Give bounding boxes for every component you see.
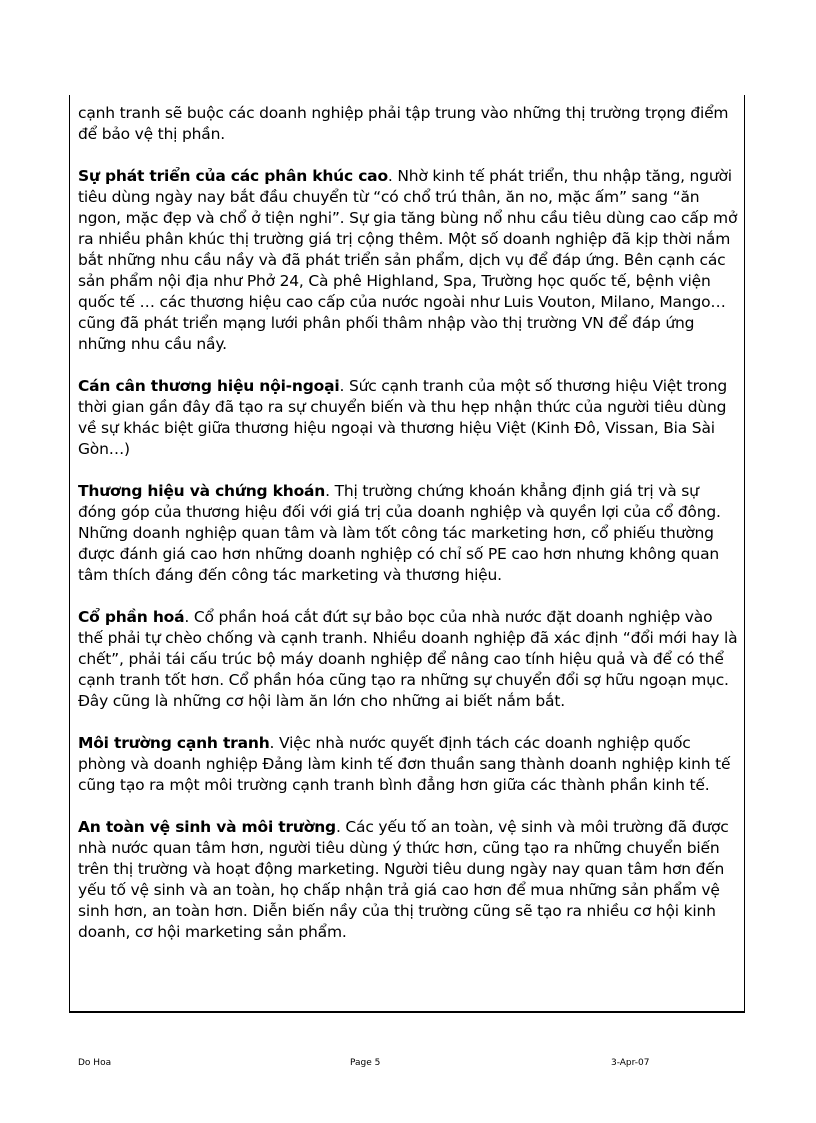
paragraph-text: . Sức cạnh tranh của một số thương hiệu Việt trong thời gian gần đây đã tạo ra sự chuyển biến và thu hẹp nhận thức của người tiêu dùng về sự khác biệt giữa thương hiệu ngoại và thương hiệu Việt (Kinh Đô, Vissan, Bia Sài Gòn…) (78, 377, 727, 458)
document-body (78, 103, 740, 964)
footer-page-number: Page 5 (350, 1058, 381, 1068)
paragraph (78, 817, 740, 943)
paragraph-text: cạnh tranh sẽ buộc các doanh nghiệp phải tập trung vào những thị trường trọng điểm để bảo vệ thị phần. (78, 104, 729, 143)
paragraph-text: . Cổ phần hoá cắt đứt sự bảo bọc của nhà nước đặt doanh nghiệp vào thế phải tự chèo chống và cạnh tranh. Nhiều doanh nghiệp đã xác định “đổi mới hay là chết”, phải tái cấu trúc bộ máy doanh nghiệp để nâng cao tính hiệu quả và để có thể cạnh tranh tốt hơn. Cổ phần hóa cũng tạo ra những sự chuyển đổi sợ hữu ngoạn mục. Đây cũng là những cơ hội làm ăn lớn cho những ai biết nắm bắt. (78, 608, 738, 710)
footer-date: 3-Apr-07 (611, 1058, 650, 1068)
paragraph (78, 733, 740, 796)
paragraph (78, 376, 740, 460)
paragraph-heading: Cán cân thương hiệu nội-ngoại (78, 377, 340, 395)
paragraph-heading: Cổ phần hoá (78, 608, 185, 626)
paragraph (78, 166, 740, 355)
paragraph-heading: An toàn vệ sinh và môi trường (78, 818, 336, 836)
paragraph (78, 103, 740, 145)
paragraph-text: . Nhờ kinh tế phát triển, thu nhập tăng, người tiêu dùng ngày nay bắt đầu chuyển từ “có chổ trú thân, ăn no, mặc ấm” sang “ăn ngon, mặc đẹp và chổ ở tiện nghi”. Sự gia tăng bùng nổ nhu cầu tiêu dùng cao cấp mở ra nhiều phân khúc thị trường giá trị cộng thêm. Một số doanh nghiệp đã kịp thời nắm bắt những nhu cầu nầy và đã phát triển sản phẩm, dịch vụ để đáp ứng. Bên cạnh các sản phẩm nội địa như Phở 24, Cà phê Highland, Spa, Trường học quốc tế, bệnh viện quốc tế … các thương hiệu cao cấp của nước ngoài như Luis Vouton, Milano, Mango… cũng đã phát triển mạng lưới phân phối thâm nhập vào thị trường VN để đáp ứng những nhu cầu nầy. (78, 167, 738, 353)
footer-author: Do Hoa (78, 1058, 112, 1068)
paragraph-text: . Thị trường chứng khoán khẳng định giá trị và sự đóng góp của thương hiệu đối với giá trị của doanh nghiệp và quyền lợi của cổ đông. Những doanh nghiệp quan tâm và làm tốt công tác marketing hơn, cổ phiếu thường được đánh giá cao hơn những doanh nghiệp có chỉ số PE cao hơn nhưng không quan tâm thích đáng đến công tác marketing và thương hiệu. (78, 482, 721, 584)
paragraph-heading: Thương hiệu và chứng khoán (78, 482, 326, 500)
paragraph-heading: Sự phát triển của các phân khúc cao (78, 167, 388, 185)
paragraph-heading: Môi trường cạnh tranh (78, 734, 270, 752)
paragraph (78, 481, 740, 586)
paragraph-text: . Việc nhà nước quyết định tách các doanh nghiệp quốc phòng và doanh nghiệp Đảng làm kinh tế đơn thuần sang thành doanh nghiệp kinh tế cũng tạo ra một môi trường cạnh tranh bình đẳng hơn giữa các thành phần kinh tế. (78, 734, 731, 794)
paragraph-text: . Các yếu tố an toàn, vệ sinh và môi trường đã được nhà nước quan tâm hơn, người tiêu dùng ý thức hơn, cũng tạo ra những chuyển biến trên thị trường và hoạt động marketing. Người tiêu dung ngày nay quan tâm hơn đến yếu tố vệ sinh và an toàn, họ chấp nhận trả giá cao hơn để mua những sản phẩm vệ sinh hơn, an toàn hơn. Diễn biến nầy của thị trường cũng sẽ tạo ra nhiều cơ hội kinh doanh, cơ hội marketing sản phẩm. (78, 818, 729, 941)
paragraph (78, 607, 740, 712)
